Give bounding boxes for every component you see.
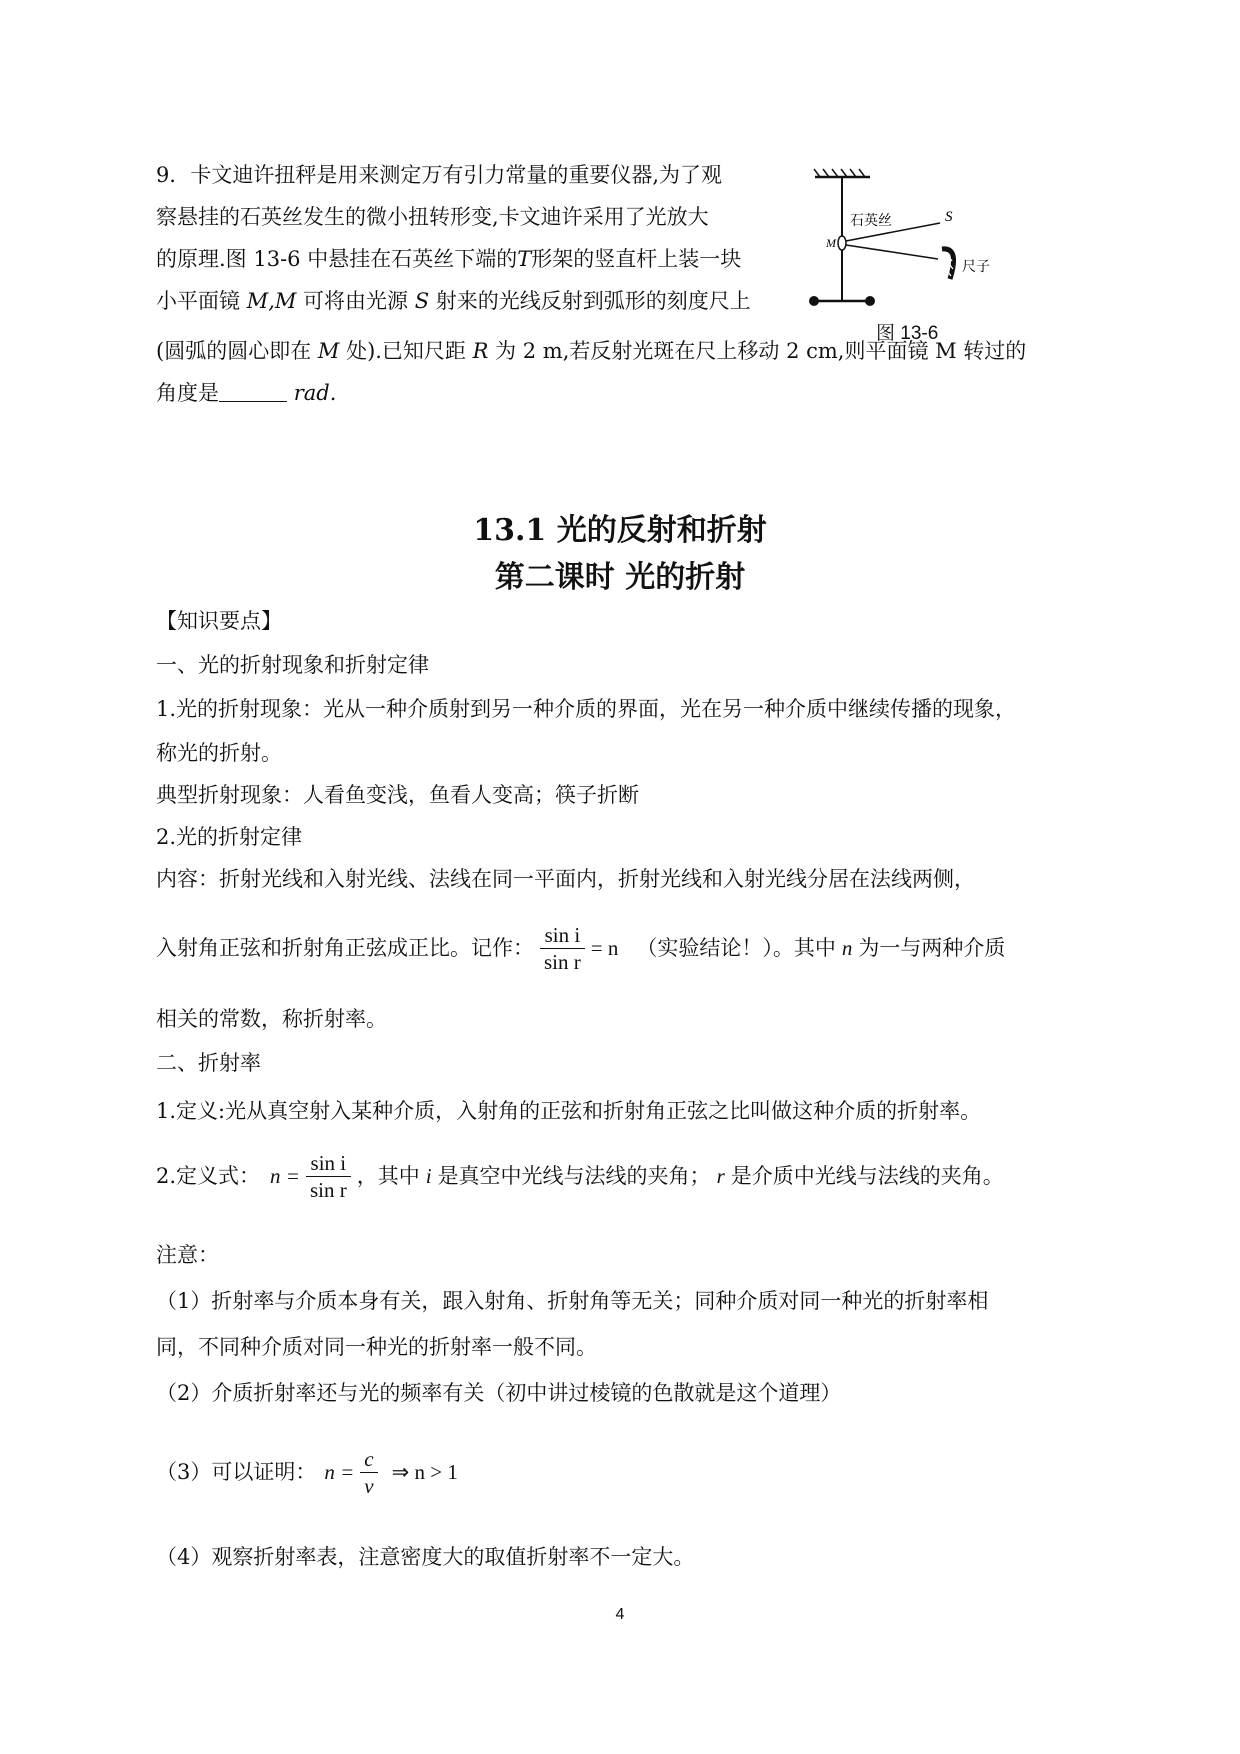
part-2-heading: 二、折射率 xyxy=(156,1051,261,1075)
fraction-numerator: c xyxy=(360,1446,377,1473)
var-n: n xyxy=(841,936,853,960)
figure-caption: 图 13-6 xyxy=(876,323,939,344)
part-1-heading: 一、光的折射现象和折射定律 xyxy=(156,653,429,677)
problem-9-line-6 xyxy=(156,378,336,410)
text-span: 处).已知尺距 xyxy=(339,339,473,363)
fraction-numerator: sin i xyxy=(540,922,585,949)
text-span: 形架的竖直杆上装一块 xyxy=(531,247,742,271)
var-R: R xyxy=(472,339,489,363)
text-span: 为一与两种介质 xyxy=(858,936,1006,960)
fraction-denominator: sin r xyxy=(309,1178,347,1203)
p1-line-2: 称光的折射。 xyxy=(156,741,282,765)
text-span: （实验结论！）。其中 xyxy=(636,936,836,960)
page-number: 4 xyxy=(615,1606,625,1623)
mirror-M xyxy=(838,236,846,250)
var-M: M xyxy=(317,339,340,363)
mass-ball-right xyxy=(865,296,875,306)
text-span: 射来的光线反射到弧形的刻度尺上 xyxy=(429,289,751,313)
unit-rad: rad. xyxy=(293,381,337,405)
note-2: （2）介质折射率还与光的频率有关（初中讲过棱镜的色散就是这个道理） xyxy=(156,1381,842,1405)
text-span: (圆弧的圆心即在 xyxy=(156,339,318,363)
label-M: M xyxy=(826,236,836,250)
text-span: 是介质中光线与法线的夹角。 xyxy=(730,1164,1004,1188)
var-i: i xyxy=(425,1164,432,1188)
fraction-denominator: v xyxy=(364,1474,374,1499)
text-span: ，其中 xyxy=(356,1164,420,1188)
p2-heading: 2.光的折射定律 xyxy=(156,825,303,849)
snell-formula-fraction xyxy=(540,922,585,976)
label-ruler: 尺子 xyxy=(962,258,990,274)
heading-knowledge: 【知识要点】 xyxy=(156,609,282,633)
note-heading: 注意： xyxy=(156,1243,219,1267)
p2-line-2 xyxy=(156,922,1005,976)
formula-lhs: n = xyxy=(270,1164,300,1188)
label-quartz: 石英丝 xyxy=(850,212,892,228)
ceiling-icon xyxy=(814,169,870,177)
p2-line-1: 内容：折射光线和入射光线、法线在同一平面内，折射光线和入射光线分居在法线两侧， xyxy=(156,867,975,891)
var-M: M,M xyxy=(246,289,297,313)
section-title: 13.1 光的反射和折射 xyxy=(473,513,767,548)
fraction-denominator: sin r xyxy=(544,950,581,975)
text-span: 2.定义式： xyxy=(156,1164,261,1188)
text-span: 角度是 xyxy=(156,381,219,405)
text-span: （3）可以证明： xyxy=(156,1460,317,1484)
problem-9-line-2: 察悬挂的石英丝发生的微小扭转形变,卡文迪许采用了光放大 xyxy=(156,205,709,229)
text-span: 入射角正弦和折射角正弦成正比。记作： xyxy=(156,936,534,960)
text-span: 的原理.图 13-6 中悬挂在石英丝下端的 xyxy=(156,247,518,271)
label-S: S xyxy=(945,209,953,225)
ruler-icon xyxy=(942,249,954,279)
p1-line-1: 1.光的折射现象：光从一种介质射到另一种介质的界面，光在另一种介质中继续传播的现象， xyxy=(156,697,1017,721)
definition-formula-fraction xyxy=(306,1150,351,1204)
note-4: （4）观察折射率表，注意密度大的取值折射率不一定大。 xyxy=(156,1545,695,1569)
definition-1: 1.定义:光从真空射入某种介质，入射角的正弦和折射角正弦之比叫做这种介质的折射率。 xyxy=(156,1099,982,1123)
text-span: 为 2 m,若反射光斑在尺上移动 2 cm,则平面镜 M 转过的 xyxy=(488,339,1027,363)
var-r: r xyxy=(716,1164,725,1188)
problem-9-line-3 xyxy=(156,244,741,276)
reflected-ray xyxy=(846,245,938,259)
section-subtitle: 第二课时 光的折射 xyxy=(494,560,746,595)
answer-blank xyxy=(219,380,287,402)
note-3 xyxy=(156,1446,458,1500)
var-S: S xyxy=(414,289,430,313)
formula-rhs: = n xyxy=(590,936,619,960)
formula-implies: ⇒ n > 1 xyxy=(391,1460,458,1484)
p2-line-3: 相关的常数，称折射率。 xyxy=(156,1007,387,1031)
mass-ball-left xyxy=(809,296,819,306)
note-1-line-1: （1）折射率与介质本身有关，跟入射角、折射角等无关；同种介质对同一种光的折射率相 xyxy=(156,1289,989,1313)
text-span: 可将由光源 xyxy=(296,289,415,313)
speed-ratio-fraction xyxy=(360,1446,377,1500)
text-span: 小平面镜 xyxy=(156,289,247,313)
var-T: T xyxy=(517,247,532,271)
note-1-line-2: 同，不同种介质对同一种光的折射率一般不同。 xyxy=(156,1335,597,1359)
formula-lhs: n = xyxy=(324,1460,355,1484)
problem-9-line-1: 9．卡文迪许扭秤是用来测定万有引力常量的重要仪器,为了观 xyxy=(156,163,723,187)
typical-phenomena: 典型折射现象：人看鱼变浅，鱼看人变高；筷子折断 xyxy=(156,783,639,807)
problem-9-line-4 xyxy=(156,286,751,318)
fraction-numerator: sin i xyxy=(306,1150,351,1177)
definition-2 xyxy=(156,1150,1004,1204)
text-span: 是真空中光线与法线的夹角； xyxy=(437,1164,711,1188)
